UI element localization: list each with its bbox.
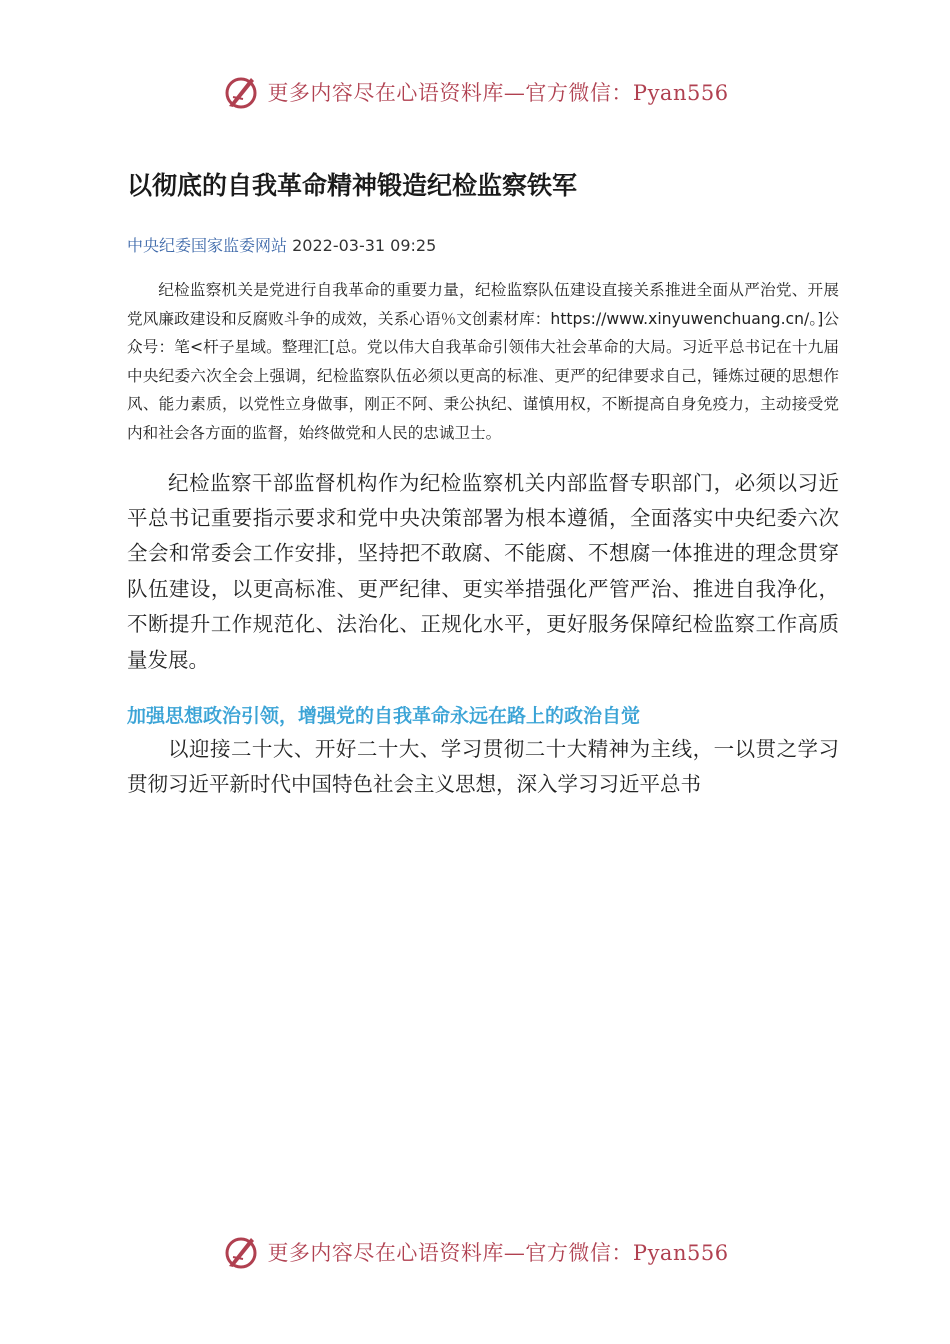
section-paragraph: 以迎接二十大、开好二十大、学习贯彻二十大精神为主线，一以贯之学习贯彻习近平新时代中国特色社会主义思想，深入学习习近平总书: [127, 737, 839, 797]
watermark-text: 更多内容尽在心语资料库—官方微信：Pyan556: [267, 1241, 729, 1265]
body-paragraph: 纪检监察干部监督机构作为纪检监察机关内部监督专职部门，必须以习近平总书记重要指示要求和党中央决策部署为根本遵循，全面落实中央纪委六次全会和常委会工作安排，坚持把不敢腐、不能腐、不想腐一体推进的理念贯穿队伍建设，以更高标准、更严纪律、更实举措强化严管严治、推进自我净化，不断提升工作规范化、法治化、正规化水平，更好服务保障纪检监察工作高质量发展。: [127, 470, 839, 672]
article-meta: [127, 234, 839, 258]
article-title: 以彻底的自我革命精神锻造纪检监察铁军: [127, 171, 578, 200]
quill-logo-icon: [221, 72, 261, 112]
header-watermark-banner: [0, 70, 950, 114]
intro-paragraph: 纪检监察机关是党进行自我革命的重要力量，纪检监察队伍建设直接关系推进全面从严治党、开展党风廉政建设和反腐败斗争的成效，关系心语％文创素材库：https://www.xinyuwenchuang.cn/。]公众号：笔<杆子星域。整理汇[总。党以伟大自我革命引领伟大社会革命的大局。习近平总书记在十九届中央纪委六次全会上强调，纪检监察队伍必须以更高的标准、更严的纪律要求自己，锤炼过硬的思想作风、能力素质，以党性立身做事，刚正不阿、秉公执纪、谨慎用权，不断提高自身免疫力，主动接受党内和社会各方面的监督，始终做党和人民的忠诚卫士。: [127, 281, 839, 442]
article: [127, 168, 839, 815]
footer-watermark-banner: [0, 1230, 950, 1274]
quill-logo-icon: [221, 1232, 261, 1272]
article-datetime: 2022-03-31 09:25: [292, 236, 437, 255]
section-heading: 加强思想政治引领，增强党的自我革命永远在路上的政治自觉: [127, 705, 641, 727]
watermark-text: 更多内容尽在心语资料库—官方微信：Pyan556: [267, 81, 729, 105]
article-source: 中央纪委国家监委网站: [127, 236, 288, 255]
